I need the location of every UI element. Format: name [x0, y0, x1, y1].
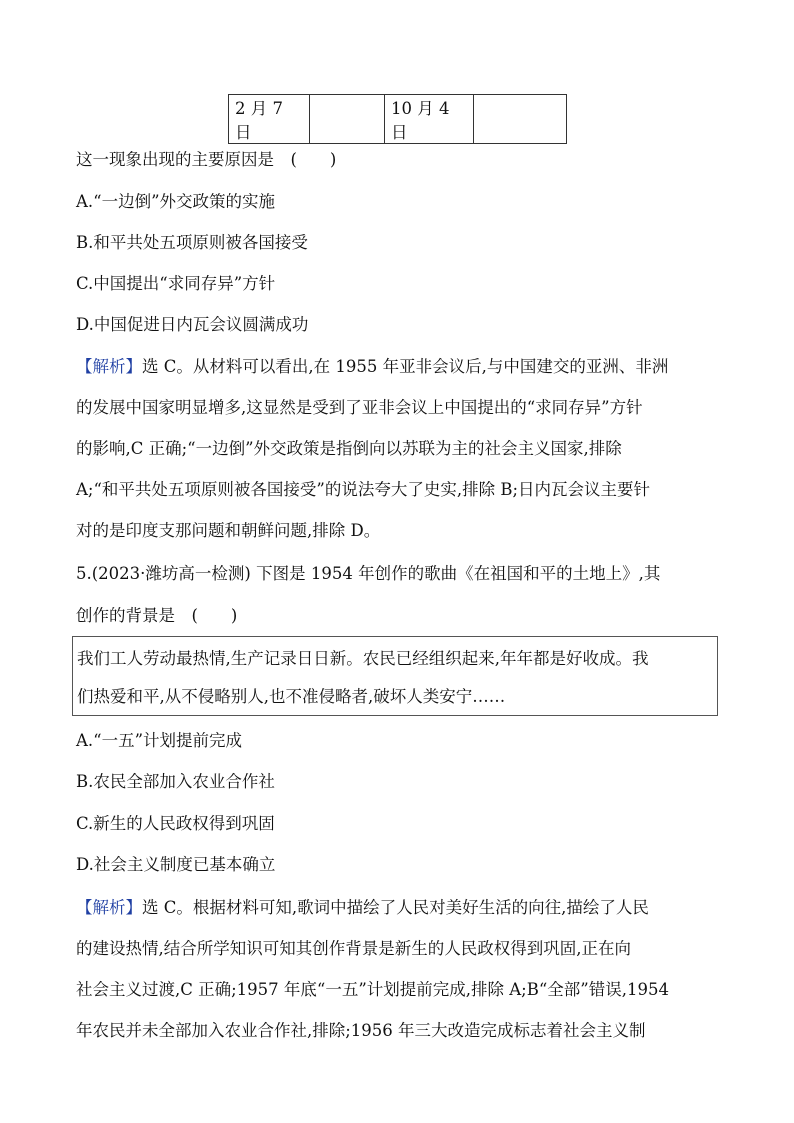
table-cell: 10 月 4 日 — [385, 95, 474, 144]
q4-option-a: A.“一边倒”外交政策的实施 — [76, 192, 276, 211]
q4-option-d: D.中国促进日内瓦会议圆满成功 — [76, 315, 309, 334]
q4-analysis-line: 的发展中国家明显增多,这显然是受到了亚非会议上中国提出的“求同存异”方针 — [76, 398, 643, 417]
lyrics-line: 们热爱和平,从不侵略别人,也不准侵略者,破坏人类安宁…… — [77, 687, 506, 706]
q5-analysis-line: 的建设热情,结合所学知识可知其创作背景是新生的人民政权得到巩固,正在向 — [76, 939, 631, 958]
lyrics-line: 我们工人劳动最热情,生产记录日日新。农民已经组织起来,年年都是好收成。我 — [77, 649, 649, 668]
q5-stem-line: 5.(2023·潍坊高一检测) 下图是 1954 年创作的歌曲《在祖国和平的土地上》,其 — [76, 564, 661, 583]
q5-analysis-text: 选 C。根据材料可知,歌词中描绘了人民对美好生活的向往,描绘了人民 — [142, 898, 649, 917]
q4-analysis-line — [76, 357, 668, 377]
q4-option-b: B.和平共处五项原则被各国接受 — [76, 233, 308, 252]
q5-analysis-line: 社会主义过渡,C 正确;1957 年底“一五”计划提前完成,排除 A;B“全部”错误,1954 — [76, 980, 669, 999]
q4-option-c: C.中国提出“求同存异”方针 — [76, 274, 276, 293]
q5-option-c: C.新生的人民政权得到巩固 — [76, 814, 275, 833]
q5-stem-line: 创作的背景是 ( ) — [76, 606, 238, 625]
table-row — [229, 95, 567, 144]
lyrics-box — [72, 636, 718, 716]
q5-option-a: A.“一五”计划提前完成 — [76, 731, 243, 750]
q4-analysis-text: 选 C。从材料可以看出,在 1955 年亚非会议后,与中国建交的亚洲、非洲 — [142, 357, 669, 376]
table-cell: 2 月 7 日 — [229, 95, 310, 144]
q5-option-b: B.农民全部加入农业合作社 — [76, 772, 275, 791]
q4-analysis-line: 的影响,C 正确;“一边倒”外交政策是指倒向以苏联为主的社会主义国家,排除 — [76, 439, 622, 458]
q4-analysis-label: 【解析】 — [76, 357, 142, 376]
q4-analysis-line: 对的是印度支那问题和朝鲜问题,排除 D。 — [76, 521, 381, 540]
q4-analysis-line: A;“和平共处五项原则被各国接受”的说法夸大了史实,排除 B;日内瓦会议主要针 — [76, 480, 651, 499]
q5-analysis-line: 年农民并未全部加入农业合作社,排除;1956 年三大改造完成标志着社会主义制 — [76, 1021, 646, 1040]
q5-analysis-label: 【解析】 — [76, 898, 142, 917]
table-cell — [474, 95, 567, 144]
table-cell — [310, 95, 385, 144]
q5-analysis-line — [76, 898, 649, 918]
dates-table — [228, 94, 567, 144]
q4-stem: 这一现象出现的主要原因是 ( ) — [76, 150, 337, 169]
q5-option-d: D.社会主义制度已基本确立 — [76, 855, 276, 874]
